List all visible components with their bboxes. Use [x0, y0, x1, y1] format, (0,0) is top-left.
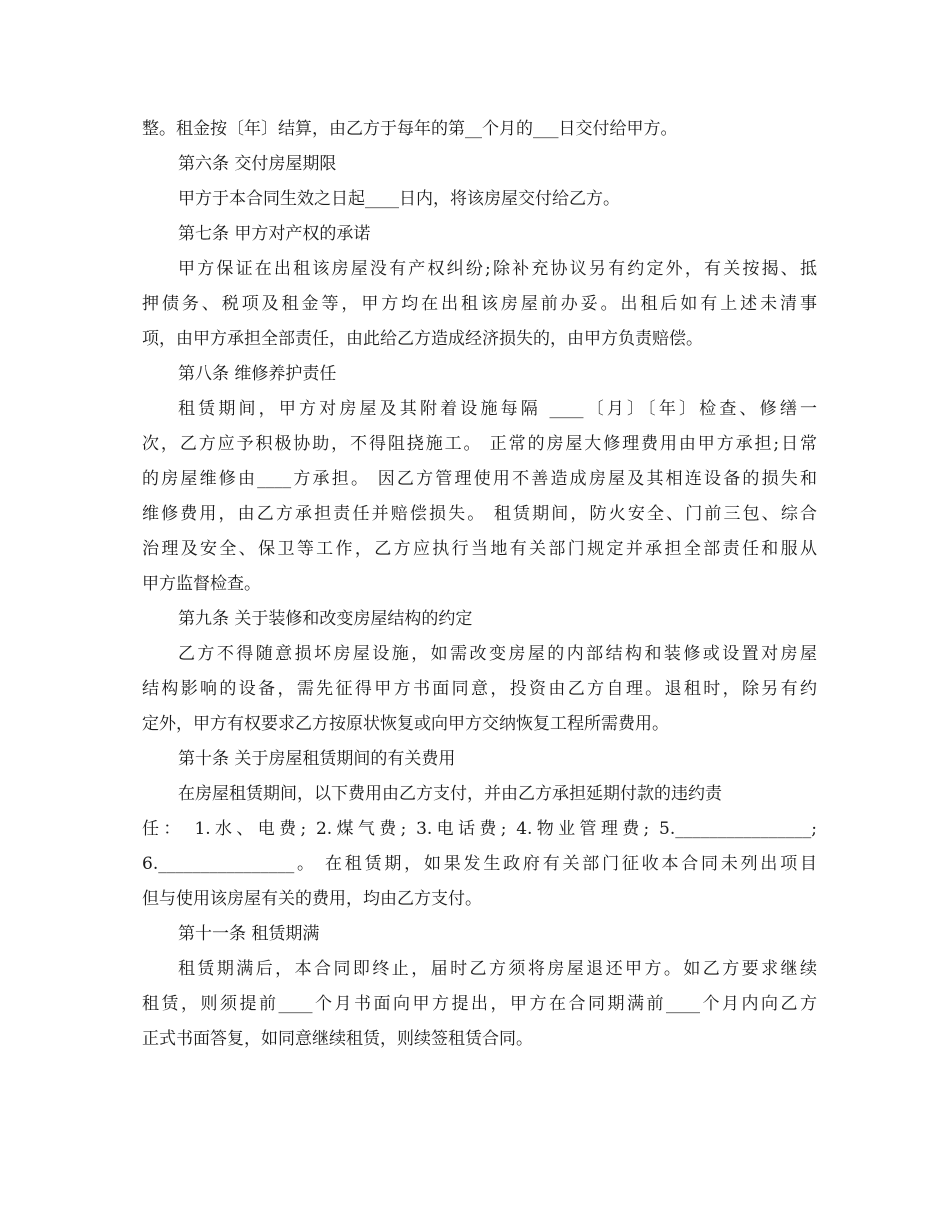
text-line: 租赁期满后，本合同即终止，届时乙方须将房屋退还甲方。如乙方要求继续: [178, 959, 817, 979]
text-line: 甲方保证在出租该房屋没有产权纠纷;除补充协议另有约定外，有关按揭、抵: [178, 259, 817, 279]
text-line: 次，乙方应予积极协助，不得阻挠施工。 正常的房屋大修理费用由甲方承担;日常: [142, 434, 817, 454]
text-line: 结构影响的设备，需先征得甲方书面同意，投资由乙方自理。退租时，除另有约: [142, 679, 817, 699]
text-line: 维修费用，由乙方承担责任并赔偿损失。 租赁期间，防火安全、门前三包、综合: [142, 504, 817, 524]
text-line: 租赁，则须提前____个月书面向甲方提出，甲方在合同期满前____个月内向乙方: [142, 994, 817, 1014]
article-6-heading: 第六条 交付房屋期限: [178, 154, 337, 174]
text-line: 6.________________。 在租赁期，如果发生政府有关部门征收本合同未列出项目: [142, 854, 817, 874]
text-line: 项，由甲方承担全部责任，由此给乙方造成经济损失的，由甲方负责赔偿。: [142, 329, 703, 349]
text-line: 的房屋维修由____方承担。 因乙方管理使用不善造成房屋及其相连设备的损失和: [142, 469, 817, 489]
text-line: 租赁期间，甲方对房屋及其附着设施每隔 ____〔月〕〔年〕检查、修缮一: [178, 399, 817, 419]
text-line: 正式书面答复，如同意继续租赁，则续签租赁合同。: [142, 1029, 533, 1049]
text-line: 押债务、税项及租金等，甲方均在出租该房屋前办妥。出租后如有上述未清事: [142, 294, 817, 314]
article-9-heading: 第九条 关于装修和改变房屋结构的约定: [178, 609, 473, 629]
article-11-heading: 第十一条 租赁期满: [178, 924, 320, 944]
article-8-heading: 第八条 维修养护责任: [178, 364, 337, 384]
text-line: 甲方监督检查。: [142, 574, 261, 594]
text-line: 但与使用该房屋有关的费用，均由乙方支付。: [142, 889, 482, 909]
text-line: 甲方于本合同生效之日起____日内，将该房屋交付给乙方。: [178, 189, 620, 209]
article-7-heading: 第七条 甲方对产权的承诺: [178, 224, 371, 244]
article-10-heading: 第十条 关于房屋租赁期间的有关费用: [178, 749, 456, 769]
text-line: 整。租金按〔年〕结算，由乙方于每年的第__个月的___日交付给甲方。: [142, 119, 678, 139]
text-line: 乙方不得随意损坏房屋设施，如需改变房屋的内部结构和装修或设置对房屋: [178, 644, 817, 664]
text-line: 任： 1.水、电费; 2.煤气费; 3.电话费; 4.物业管理费; 5.________________;: [142, 819, 817, 839]
text-line: 定外，甲方有权要求乙方按原状恢复或向甲方交纳恢复工程所需费用。: [142, 714, 669, 734]
contract-text: [142, 112, 817, 1057]
text-line: 治理及安全、保卫等工作，乙方应执行当地有关部门规定并承担全部责任和服从: [142, 539, 817, 559]
text-line: 在房屋租赁期间，以下费用由乙方支付，并由乙方承担延期付款的违约责: [178, 784, 722, 804]
